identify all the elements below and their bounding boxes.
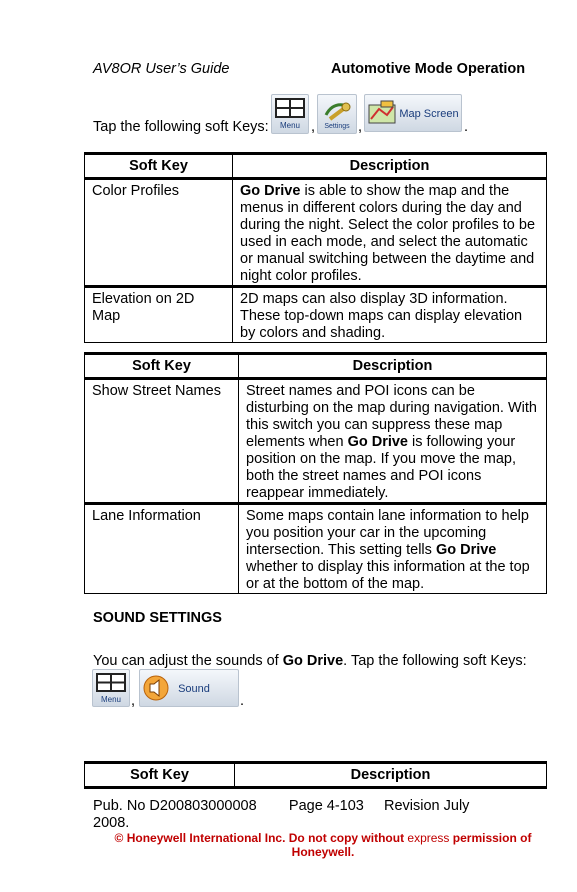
app-name: Go Drive [240,183,301,199]
soft-key-description [239,379,547,504]
intro-text-1: Tap the following soft Keys: [93,119,269,135]
section-title: SOUND SETTINGS [93,610,222,626]
table-header-row [85,354,547,379]
speaker-icon [140,670,238,706]
map-screen-softkey-label: Map Screen [399,108,459,120]
soft-key-name: Show Street Names [85,379,239,504]
soft-key-table-3 [84,761,547,789]
menu-softkey [271,94,309,134]
header-soft-key: Soft Key [85,354,239,379]
menu-softkey [92,669,130,707]
soft-key-description: 2D maps can also display 3D information. These top-down maps can display elevation by colors and shading. [233,287,547,343]
soft-key-name: Lane Information [85,504,239,594]
header-soft-key: Soft Key [85,154,233,179]
table-header-row [85,763,547,788]
menu-softkey-label: Menu [279,121,301,130]
description-text: whether to display this information at the top or at the bottom of the map. [246,559,530,592]
app-name: Go Drive [435,542,497,558]
table-row [85,379,547,504]
app-name: Go Drive [347,434,408,450]
map-screen-softkey [364,94,462,132]
sound-softkey [139,669,239,707]
table-header-row [85,154,547,179]
soft-key-name: Color Profiles [85,179,233,287]
sound-softkey-label: Sound [178,683,210,695]
description-text: Street names and POI icons can be disturbing on the map during navigation. With this switch you can suppress these map elements when [246,383,537,450]
header-description: Description [235,763,547,788]
separator: , [311,119,316,135]
separator: , [131,693,136,709]
soft-key-description [239,504,547,594]
copyright-text: permission of Honeywell. [291,831,532,859]
description-text: is following your position on the map. If you move the map, both the street names and POI icons reappear immediately. [246,434,517,501]
soft-key-description [233,179,547,287]
table-row [85,287,547,343]
header-description: Description [233,154,547,179]
description-text: Some maps contain lane information to help you position your car in the upcoming intersection. This setting tells [246,508,529,558]
footer-publication-info: Pub. No D200803000008 Page 4-103 Revision July [93,798,470,814]
header-doc-title: AV8OR User’s Guide [93,61,230,77]
copyright-text: express [407,831,450,845]
footer-publication-year: 2008. [93,815,130,831]
soft-key-table-1 [84,152,547,343]
period: . [464,119,469,135]
map-screen-icon [365,95,461,131]
header-soft-key: Soft Key [85,763,235,788]
table-row [85,504,547,594]
settings-softkey-label: Settings [324,123,350,130]
table-row [85,179,547,287]
settings-icon [318,95,356,133]
menu-icon [272,95,308,133]
menu-softkey-label: Menu [100,695,122,704]
description-text: is able to show the map and the menus in different colors during the day and during the night. Select the color profiles to be used in each mode, and select the automatic or manual switching between the daytime and night color profiles. [240,183,536,284]
soft-key-table-2 [84,352,547,594]
menu-icon [93,670,129,706]
settings-softkey [317,94,357,134]
intro-text-2 [93,653,527,669]
separator: , [358,119,363,135]
intro-text-part: . Tap the following soft Keys: [343,653,527,669]
period: . [240,693,245,709]
soft-key-name: Elevation on 2D Map [85,287,233,343]
copyright-notice [93,831,553,859]
header-description: Description [239,354,547,379]
intro-text-part: You can adjust the sounds of [93,653,283,669]
app-name: Go Drive [282,653,344,669]
header-section-title: Automotive Mode Operation [331,61,526,77]
copyright-text: © Honeywell International Inc. Do not copy without [114,831,408,845]
